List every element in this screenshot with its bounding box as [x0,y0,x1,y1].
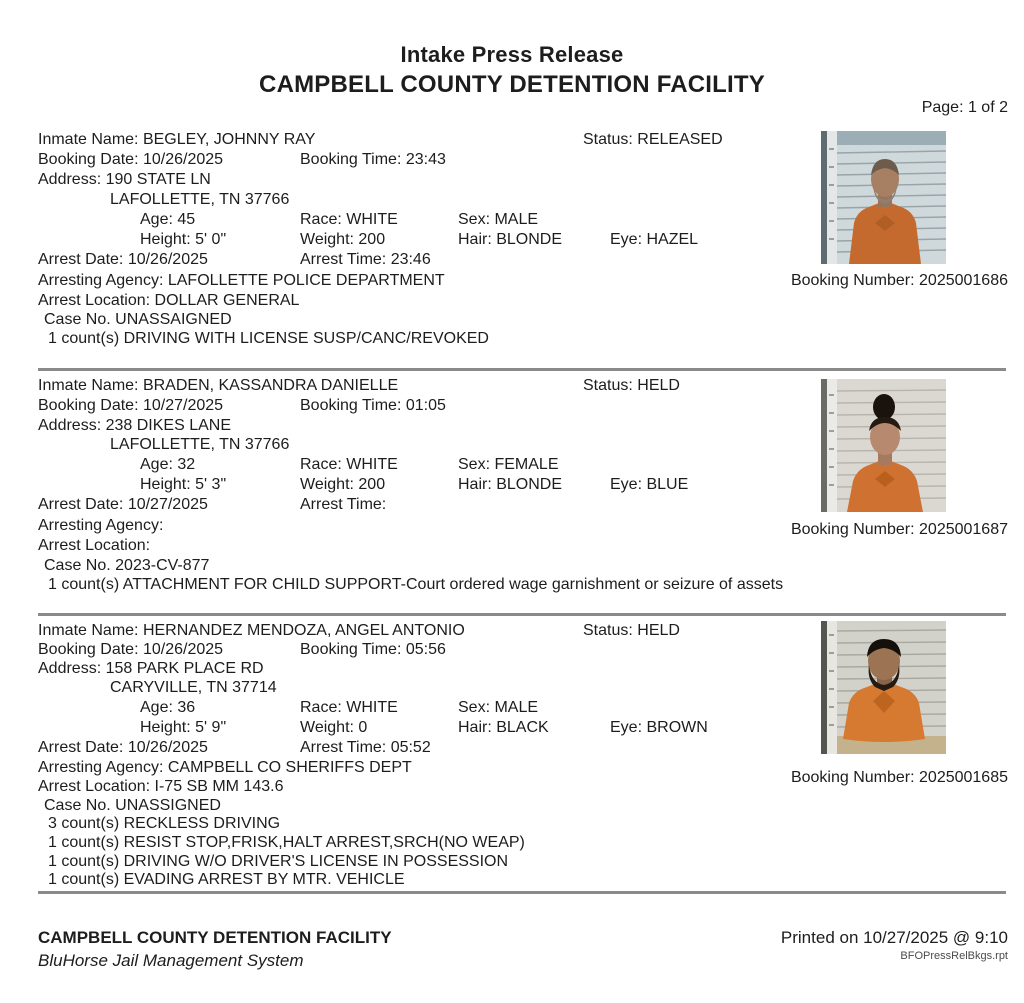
height-field [140,719,226,737]
inmate-record [0,618,1024,893]
race-value: WHITE [346,456,398,473]
arrest-location-value: DOLLAR GENERAL [154,292,300,309]
race-field [300,699,398,717]
arrest-time-label: Arrest Time: [300,739,387,756]
inmate-name-field [38,622,465,640]
arrest-date-value: 10/26/2025 [127,739,208,756]
hair-value: BLACK [496,719,549,736]
sex-field [458,211,538,229]
status-field [583,131,723,149]
age-field [140,699,195,717]
address-field [38,417,231,435]
arresting-agency-label: Arresting Agency: [38,759,164,776]
eye-label: Eye: [610,231,643,248]
arrest-date-field [38,251,208,269]
case-no-value: UNASSAIGNED [115,311,232,328]
arrest-time-field [300,496,391,514]
address-value: 158 PARK PLACE RD [105,660,264,677]
footer-print-block [781,928,1008,962]
height-field [140,231,226,249]
age-value: 32 [177,456,196,473]
race-field [300,211,398,229]
eye-value: BROWN [646,719,708,736]
race-value: WHITE [346,211,398,228]
hair-field [458,476,562,494]
booking-time-value: 01:05 [405,397,446,414]
address-label: Address: [38,417,102,434]
weight-field [300,476,385,494]
sex-value: MALE [494,211,539,228]
arrest-date-value: 10/26/2025 [127,251,208,268]
race-label: Race: [300,456,342,473]
address-value: 238 DIKES LANE [105,417,231,434]
case-no-label: Case No. [44,557,111,574]
inmate-name-label: Inmate Name: [38,131,139,148]
sex-value: FEMALE [494,456,559,473]
inmate-name-value: HERNANDEZ MENDOZA, ANGEL ANTONIO [142,622,465,639]
booking-date-field [38,397,223,415]
document-title [0,42,1024,99]
arresting-agency-field [38,517,168,535]
booking-date-field [38,641,223,659]
height-value: 5' 0" [195,231,227,248]
hair-value: BLONDE [496,231,563,248]
case-no-field [44,557,209,575]
inmate-name-field [38,377,398,395]
case-no-field [44,797,221,815]
booking-number-field [791,272,1008,290]
booking-number-label: Booking Number: [790,272,915,289]
mugshot-photo-braden [821,379,946,512]
address-city-line: CARYVILLE, TN 37714 [110,679,277,696]
hair-field [458,231,562,249]
document-title-line1: Intake Press Release [400,42,624,67]
booking-number-value: 2025001687 [919,521,1008,538]
hair-field [458,719,549,737]
arresting-agency-value: LAFOLLETTE POLICE DEPARTMENT [167,272,445,289]
race-field [300,456,398,474]
age-field [140,456,195,474]
height-label: Height: [140,231,191,248]
arrest-date-value: 10/27/2025 [127,496,208,513]
weight-value: 200 [358,476,386,493]
sex-label: Sex: [458,211,491,228]
sex-label: Sex: [458,456,491,473]
case-no-value: UNASSIGNED [115,797,221,814]
address-field [38,171,211,189]
booking-number-field [791,521,1008,539]
arrest-time-label: Arrest Time: [300,496,387,513]
booking-date-label: Booking Date: [38,641,139,658]
sex-label: Sex: [458,699,491,716]
arrest-location-label: Arrest Location: [38,778,151,795]
status-value: HELD [637,377,680,394]
status-field [583,622,680,640]
charge-line: 1 count(s) ATTACHMENT FOR CHILD SUPPORT-Court ordered wage garnishment or seizure of assets [48,576,784,593]
sex-value: MALE [494,699,539,716]
arrest-location-field [38,292,299,310]
booking-time-value: 23:43 [405,151,446,168]
address-field [38,660,264,678]
arrest-time-field [300,739,431,757]
status-label: Status: [583,131,633,148]
status-value: HELD [637,622,680,639]
booking-date-label: Booking Date: [38,397,139,414]
booking-time-field [300,641,446,659]
booking-time-label: Booking Time: [300,641,402,658]
status-field [583,377,680,395]
arrest-location-value: I-75 SB MM 143.6 [154,778,284,795]
arrest-date-label: Arrest Date: [38,251,124,268]
booking-date-label: Booking Date: [38,151,139,168]
height-label: Height: [140,719,191,736]
arrest-time-field [300,251,431,269]
address-city-line: LAFOLLETTE, TN 37766 [110,436,290,453]
arresting-agency-field [38,759,412,777]
mugshot-photo-begley [821,131,946,264]
weight-value: 0 [358,719,368,736]
sex-field [458,456,558,474]
arrest-date-field [38,739,208,757]
age-value: 36 [177,699,196,716]
page-indicator: Page: 1 of 2 [921,99,1008,116]
address-label: Address: [38,171,102,188]
address-value: 190 STATE LN [105,171,211,188]
eye-field [610,476,688,494]
case-no-field [44,311,232,329]
booking-time-field [300,151,446,169]
booking-date-value: 10/26/2025 [142,641,224,658]
eye-field [610,231,698,249]
inmate-record [0,373,1024,616]
weight-field [300,231,385,249]
charge-line: 1 count(s) RESIST STOP,FRISK,HALT ARREST,SRCH(NO WEAP) [48,834,525,851]
race-label: Race: [300,699,342,716]
inmate-name-label: Inmate Name: [38,377,139,394]
charge-line: 1 count(s) EVADING ARREST BY MTR. VEHICLE [48,871,405,888]
status-label: Status: [583,377,633,394]
arresting-agency-label: Arresting Agency: [38,517,164,534]
hair-label: Hair: [458,719,492,736]
arrest-time-value: 05:52 [390,739,431,756]
footer-report-file: BFOPressRelBkgs.rpt [900,950,1008,962]
hair-label: Hair: [458,476,492,493]
mugshot-photo-hernandez [821,621,946,754]
hair-label: Hair: [458,231,492,248]
arresting-agency-field [38,272,445,290]
arrest-location-label: Arrest Location: [38,292,151,309]
age-field [140,211,195,229]
status-value: RELEASED [637,131,723,148]
weight-label: Weight: [300,231,354,248]
eye-label: Eye: [610,476,643,493]
inmate-name-field [38,131,315,149]
arrest-location-label: Arrest Location: [38,537,151,554]
weight-label: Weight: [300,476,354,493]
inmate-record [0,126,1024,371]
eye-value: HAZEL [646,231,699,248]
race-label: Race: [300,211,342,228]
age-label: Age: [140,211,173,228]
address-label: Address: [38,660,102,677]
record-divider [38,891,1006,894]
weight-label: Weight: [300,719,354,736]
booking-number-label: Booking Number: [790,769,915,786]
age-label: Age: [140,456,173,473]
booking-time-label: Booking Time: [300,397,402,414]
age-label: Age: [140,699,173,716]
record-divider [38,613,1006,616]
arresting-agency-label: Arresting Agency: [38,272,164,289]
record-divider [38,368,1006,371]
footer-printed-on: Printed on 10/27/2025 @ 9:10 [780,928,1008,947]
age-value: 45 [177,211,196,228]
arresting-agency-value: CAMPBELL CO SHERIFFS DEPT [167,759,412,776]
booking-number-value: 2025001686 [919,272,1008,289]
height-field [140,476,226,494]
charge-line: 1 count(s) DRIVING W/O DRIVER'S LICENSE IN POSSESSION [48,853,509,870]
case-no-label: Case No. [44,797,111,814]
booking-time-field [300,397,446,415]
weight-field [300,719,367,737]
arrest-location-field [38,537,155,555]
arrest-location-field [38,778,283,796]
height-value: 5' 9" [195,719,227,736]
booking-number-field [791,769,1008,787]
arrest-time-value: 23:46 [390,251,431,268]
sex-field [458,699,538,717]
inmate-name-value: BRADEN, KASSANDRA DANIELLE [142,377,399,394]
booking-time-label: Booking Time: [300,151,402,168]
inmate-name-value: BEGLEY, JOHNNY RAY [142,131,316,148]
arrest-date-label: Arrest Date: [38,496,124,513]
race-value: WHITE [346,699,398,716]
eye-value: BLUE [646,476,689,493]
booking-date-value: 10/26/2025 [142,151,224,168]
height-value: 5' 3" [195,476,227,493]
eye-label: Eye: [610,719,643,736]
address-city-line: LAFOLLETTE, TN 37766 [110,191,290,208]
footer-facility-block [38,928,392,971]
booking-date-field [38,151,223,169]
arrest-time-label: Arrest Time: [300,251,387,268]
inmate-name-label: Inmate Name: [38,622,139,639]
footer-facility-name: CAMPBELL COUNTY DETENTION FACILITY [38,928,392,947]
booking-number-value: 2025001685 [919,769,1008,786]
case-no-label: Case No. [44,311,111,328]
case-no-value: 2023-CV-877 [115,557,210,574]
booking-time-value: 05:56 [405,641,446,658]
document-title-line2: CAMPBELL COUNTY DETENTION FACILITY [259,71,765,98]
footer-system-name: BluHorse Jail Management System [38,951,304,970]
charge-line: 3 count(s) RECKLESS DRIVING [48,815,281,832]
height-label: Height: [140,476,191,493]
booking-number-label: Booking Number: [790,521,915,538]
charge-line: 1 count(s) DRIVING WITH LICENSE SUSP/CANC/REVOKED [48,330,489,347]
eye-field [610,719,708,737]
weight-value: 200 [358,231,386,248]
arrest-date-field [38,496,208,514]
booking-date-value: 10/27/2025 [142,397,224,414]
hair-value: BLONDE [496,476,563,493]
arrest-date-label: Arrest Date: [38,739,124,756]
status-label: Status: [583,622,633,639]
